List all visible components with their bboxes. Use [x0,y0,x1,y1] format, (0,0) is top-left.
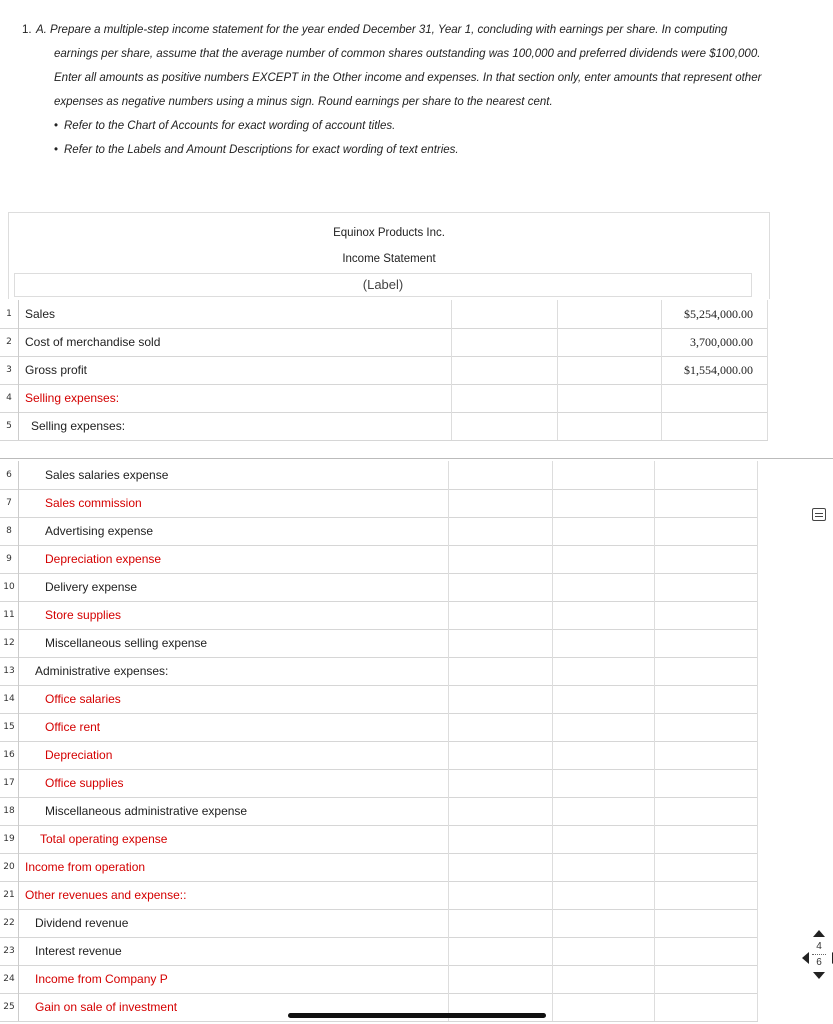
table-row [0,573,758,602]
amount-input-1[interactable] [449,601,553,629]
row-number: 1 [0,300,19,328]
label-cell[interactable] [18,909,449,937]
pager-bottom-number: 6 [816,957,822,968]
amount-input-1[interactable] [449,657,553,685]
amount-input-2[interactable] [558,384,662,412]
instruction-bullet-1: • Refer to the Chart of Accounts for exact wording of account titles. [54,120,396,132]
row-number: 21 [0,881,19,909]
row-number: 15 [0,713,19,741]
table-row [0,517,758,546]
amount-input-2[interactable] [553,461,655,489]
row-number: 14 [0,685,19,713]
row-label: Gross profit [25,363,88,377]
amount-input-2[interactable] [553,825,655,853]
table-row [0,797,758,826]
label-cell[interactable] [18,517,449,545]
pager-separator [812,954,826,955]
table-row [0,685,758,714]
row-number: 7 [0,489,19,517]
pager[interactable] [810,930,828,979]
amount-input-1[interactable] [449,517,553,545]
label-cell[interactable] [18,825,449,853]
label-cell[interactable] [18,853,449,881]
label-cell[interactable] [18,881,449,909]
row-number: 24 [0,965,19,993]
instruction-line-2: earnings per share, assume that the average number of common shares outstanding was 100,000 and preferred dividends were $100,000. [54,48,761,60]
table-row [0,909,758,938]
row-label: Depreciation [45,748,113,762]
amount-input-3[interactable] [655,937,758,965]
table-row [0,601,758,630]
amount-input-1[interactable] [449,797,553,825]
amount-input-3[interactable] [655,909,758,937]
amount-input-3[interactable] [655,629,758,657]
amount-input-2[interactable] [553,909,655,937]
statement-label-select[interactable]: (Label) [14,273,752,297]
row-number: 2 [0,328,19,356]
amount-input-2[interactable] [553,937,655,965]
row-label: Office supplies [45,776,124,790]
row-label: Sales commission [45,496,142,510]
amount-input-1[interactable] [449,769,553,797]
amount-input-2[interactable] [553,965,655,993]
amount-input-3[interactable] [655,517,758,545]
amount-input-2[interactable] [553,853,655,881]
table-row [0,545,758,574]
row-label: Sales salaries expense [45,468,169,482]
amount-input-1[interactable] [449,965,553,993]
label-cell[interactable] [18,657,449,685]
amount-input-3[interactable] [655,853,758,881]
row-label: Store supplies [45,608,122,622]
row-label: Delivery expense [45,580,138,594]
amount-input-2[interactable] [553,797,655,825]
amount-input-2[interactable] [553,517,655,545]
amount-input-3[interactable] [655,685,758,713]
amount-input-1[interactable] [452,328,558,356]
amount-input-1[interactable] [449,461,553,489]
amount-input-1[interactable] [449,937,553,965]
row-number: 12 [0,629,19,657]
row-label: Miscellaneous administrative expense [45,804,248,818]
table-row [0,384,768,413]
previous-icon[interactable] [802,952,809,964]
amount-input-2[interactable] [553,629,655,657]
amount-input-3[interactable] [655,993,758,1021]
amount-input-2[interactable] [553,657,655,685]
amount-input-2[interactable] [558,412,662,440]
table-row [0,328,768,357]
row-label: Office rent [45,720,101,734]
amount-value: 3,700,000.00 [690,335,753,349]
label-cell[interactable] [18,685,449,713]
row-label: Sales [25,307,56,321]
label-cell[interactable] [18,629,449,657]
amount-input-1[interactable] [449,685,553,713]
label-cell[interactable] [18,412,452,440]
row-number: 3 [0,356,19,384]
label-cell[interactable] [18,713,449,741]
amount-input-1[interactable] [449,909,553,937]
amount-input-2[interactable] [558,300,662,328]
amount-input-3[interactable] [655,713,758,741]
amount-input-1[interactable] [449,853,553,881]
row-number: 25 [0,993,19,1021]
amount-input-2[interactable] [553,769,655,797]
amount-input-2[interactable] [553,489,655,517]
instruction-bullet-2: • Refer to the Labels and Amount Descriptions for exact wording of text entries. [54,144,459,156]
label-cell[interactable] [18,384,452,412]
statement-header [8,212,770,299]
table-row [0,657,758,686]
amount-input-2[interactable] [553,993,655,1021]
amount-input-3[interactable] [655,825,758,853]
amount-value: $1,554,000.00 [684,363,753,377]
instruction-line-1: A. Prepare a multiple-step income statement for the year ended December 31, Year 1, concluding with earnings per share. In computing [36,24,728,36]
amount-input-1[interactable] [449,629,553,657]
label-cell[interactable] [18,328,452,356]
row-number: 8 [0,517,19,545]
amount-input-2[interactable] [558,328,662,356]
label-cell[interactable] [18,769,449,797]
label-cell[interactable] [18,300,452,328]
row-label: Advertising expense [45,524,154,538]
scroll-up-icon[interactable] [813,930,825,937]
label-cell[interactable] [18,797,449,825]
row-number: 9 [0,545,19,573]
amount-input-1[interactable] [449,713,553,741]
instruction-line-3: Enter all amounts as positive numbers EXCEPT in the Other income and expenses. In that section only, enter amounts that represent other [54,72,762,84]
label-cell[interactable] [18,489,449,517]
row-number: 6 [0,461,19,489]
row-number: 11 [0,601,19,629]
row-label: Income from operation [25,860,146,874]
row-label: Gain on sale of investment [35,1000,178,1014]
table-row [0,713,758,742]
row-label: Total operating expense [40,832,168,846]
row-label: Selling expenses: [31,419,126,433]
company-name[interactable]: Equinox Products Inc. [333,227,445,239]
amount-input-3[interactable] [655,573,758,601]
row-label: Cost of merchandise sold [25,335,161,349]
amount-input-2[interactable] [558,356,662,384]
scroll-down-icon[interactable] [813,972,825,979]
label-cell[interactable] [18,461,449,489]
amount-input-3[interactable] [655,741,758,769]
row-number: 22 [0,909,19,937]
row-number: 4 [0,384,19,412]
row-label: Depreciation expense [45,552,162,566]
amount-input-1[interactable] [452,356,558,384]
pager-top-number: 4 [816,941,822,952]
table-row [0,300,768,329]
row-label: Selling expenses: [25,391,120,405]
row-number: 17 [0,769,19,797]
row-number: 20 [0,853,19,881]
amount-input-2[interactable] [553,741,655,769]
section-divider [0,458,833,459]
table-row [0,741,758,770]
amount-input-1[interactable] [452,384,558,412]
amount-input-2[interactable] [553,881,655,909]
table-row [0,489,758,518]
question-number: 1. [22,24,32,36]
table-row [0,965,758,994]
table-row [0,853,758,882]
amount-input-3[interactable] [662,412,768,440]
label-cell[interactable] [18,545,449,573]
amount-input-3[interactable] [662,384,768,412]
amount-input-2[interactable] [553,545,655,573]
row-number: 16 [0,741,19,769]
table-row [0,356,768,385]
instruction-line-4: expenses as negative numbers using a minus sign. Round earnings per share to the nearest cent. [54,96,553,108]
label-cell[interactable] [18,965,449,993]
amount-input-3[interactable] [655,545,758,573]
amount-input-2[interactable] [553,685,655,713]
amount-input-2[interactable] [553,713,655,741]
amount-input-3[interactable] [655,881,758,909]
amount-value: $5,254,000.00 [684,307,753,321]
table-row [0,412,768,441]
amount-input-3[interactable] [655,965,758,993]
amount-input-1[interactable] [449,545,553,573]
table-row [0,881,758,910]
amount-input-1[interactable] [449,489,553,517]
row-number: 13 [0,657,19,685]
label-cell[interactable] [18,601,449,629]
table-row [0,769,758,798]
label-cell[interactable] [18,741,449,769]
amount-input-3[interactable] [662,328,768,356]
amount-input-1[interactable] [452,300,558,328]
table-row [0,461,758,490]
amount-input-3[interactable] [655,461,758,489]
row-label: Interest revenue [35,944,122,958]
statement-title[interactable]: Income Statement [342,253,436,265]
amount-input-3[interactable] [655,657,758,685]
amount-input-3[interactable] [662,356,768,384]
row-label: Office salaries [45,692,121,706]
row-label: Other revenues and expense:: [25,888,187,902]
row-number: 23 [0,937,19,965]
amount-input-3[interactable] [655,797,758,825]
row-label: Miscellaneous selling expense [45,636,208,650]
table-row [0,937,758,966]
amount-input-3[interactable] [655,601,758,629]
row-label: Income from Company P [35,972,168,986]
row-label: Dividend revenue [35,916,129,930]
amount-input-1[interactable] [449,573,553,601]
row-number: 10 [0,573,19,601]
amount-input-1[interactable] [449,881,553,909]
amount-input-1[interactable] [449,825,553,853]
amount-input-3[interactable] [655,489,758,517]
row-number: 18 [0,797,19,825]
label-cell[interactable] [18,937,449,965]
row-number: 5 [0,412,19,440]
label-cell[interactable] [18,573,449,601]
amount-input-3[interactable] [655,769,758,797]
label-cell[interactable] [18,356,452,384]
amount-input-2[interactable] [553,573,655,601]
table-row [0,825,758,854]
table-row [0,629,758,658]
amount-input-1[interactable] [452,412,558,440]
row-number: 19 [0,825,19,853]
menu-icon[interactable] [812,508,826,521]
amount-input-3[interactable] [662,300,768,328]
amount-input-1[interactable] [449,741,553,769]
row-label: Administrative expenses: [35,664,169,678]
amount-input-2[interactable] [553,601,655,629]
horizontal-scrollbar[interactable] [288,1013,546,1018]
